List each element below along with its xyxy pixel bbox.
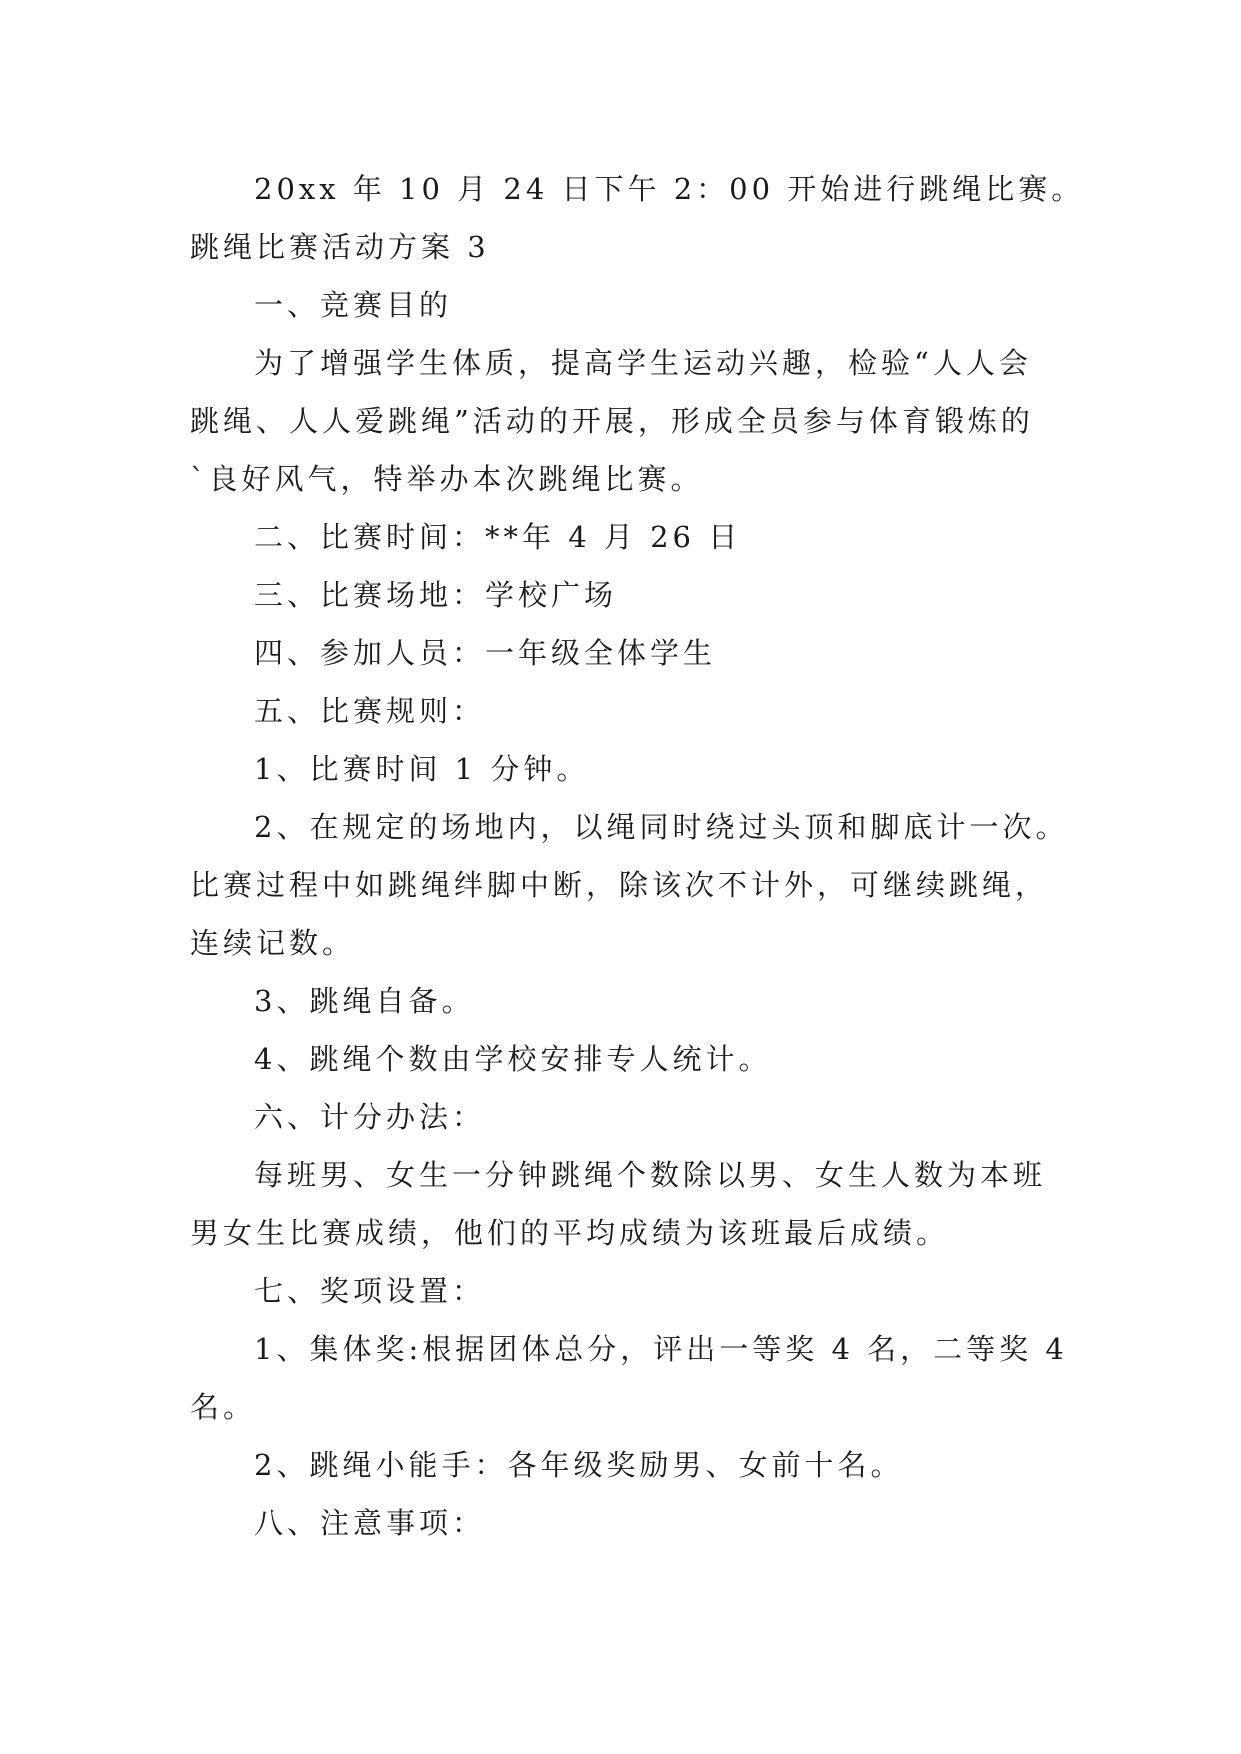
- text-line: `良好风气，特举办本次跳绳比赛。: [190, 462, 704, 496]
- list-item: 1、比赛时间 1 分钟。: [254, 752, 590, 786]
- list-item: 2、跳绳小能手：各年级奖励男、女前十名。: [254, 1448, 904, 1482]
- list-item: 2、在规定的场地内，以绳同时绕过头顶和脚底计一次。: [254, 810, 1069, 844]
- text-line: 为了增强学生体质，提高学生运动兴趣，检验“人人会: [254, 346, 1032, 380]
- text-line: 名。: [190, 1390, 257, 1424]
- text-line: 每班男、女生一分钟跳绳个数除以男、女生人数为本班: [254, 1158, 1047, 1192]
- section-title: 跳绳比赛活动方案 3: [190, 230, 490, 264]
- list-item: 4、跳绳个数由学校安排专人统计。: [254, 1042, 772, 1076]
- text-line: 连续记数。: [190, 926, 356, 960]
- heading-line: 六、计分办法：: [254, 1100, 486, 1134]
- heading-line: 一、竞赛目的: [254, 288, 453, 322]
- heading-line: 五、比赛规则：: [254, 694, 486, 728]
- text-line: 男女生比赛成绩，他们的平均成绩为该班最后成绩。: [190, 1216, 950, 1250]
- document-body: [190, 160, 1085, 1552]
- text-line: 跳绳、人人爱跳绳”活动的开展，形成全员参与体育锻炼的: [190, 404, 1034, 438]
- list-item: 1、集体奖:根据团体总分，评出一等奖 4 名，二等奖 4: [254, 1332, 1068, 1366]
- list-item: 3、跳绳自备。: [254, 984, 475, 1018]
- text-line: 20xx 年 10 月 24 日下午 2：00 开始进行跳绳比赛。: [254, 172, 1085, 206]
- heading-line: 四、参加人员：一年级全体学生: [254, 636, 717, 670]
- heading-line: 七、奖项设置：: [254, 1274, 486, 1308]
- heading-line: 三、比赛场地：学校广场: [254, 578, 618, 612]
- heading-line: 二、比赛时间：**年 4 月 26 日: [254, 520, 742, 554]
- heading-line: 八、注意事项：: [254, 1506, 486, 1540]
- text-line: 比赛过程中如跳绳绊脚中断，除该次不计外，可继续跳绳，: [190, 868, 1049, 902]
